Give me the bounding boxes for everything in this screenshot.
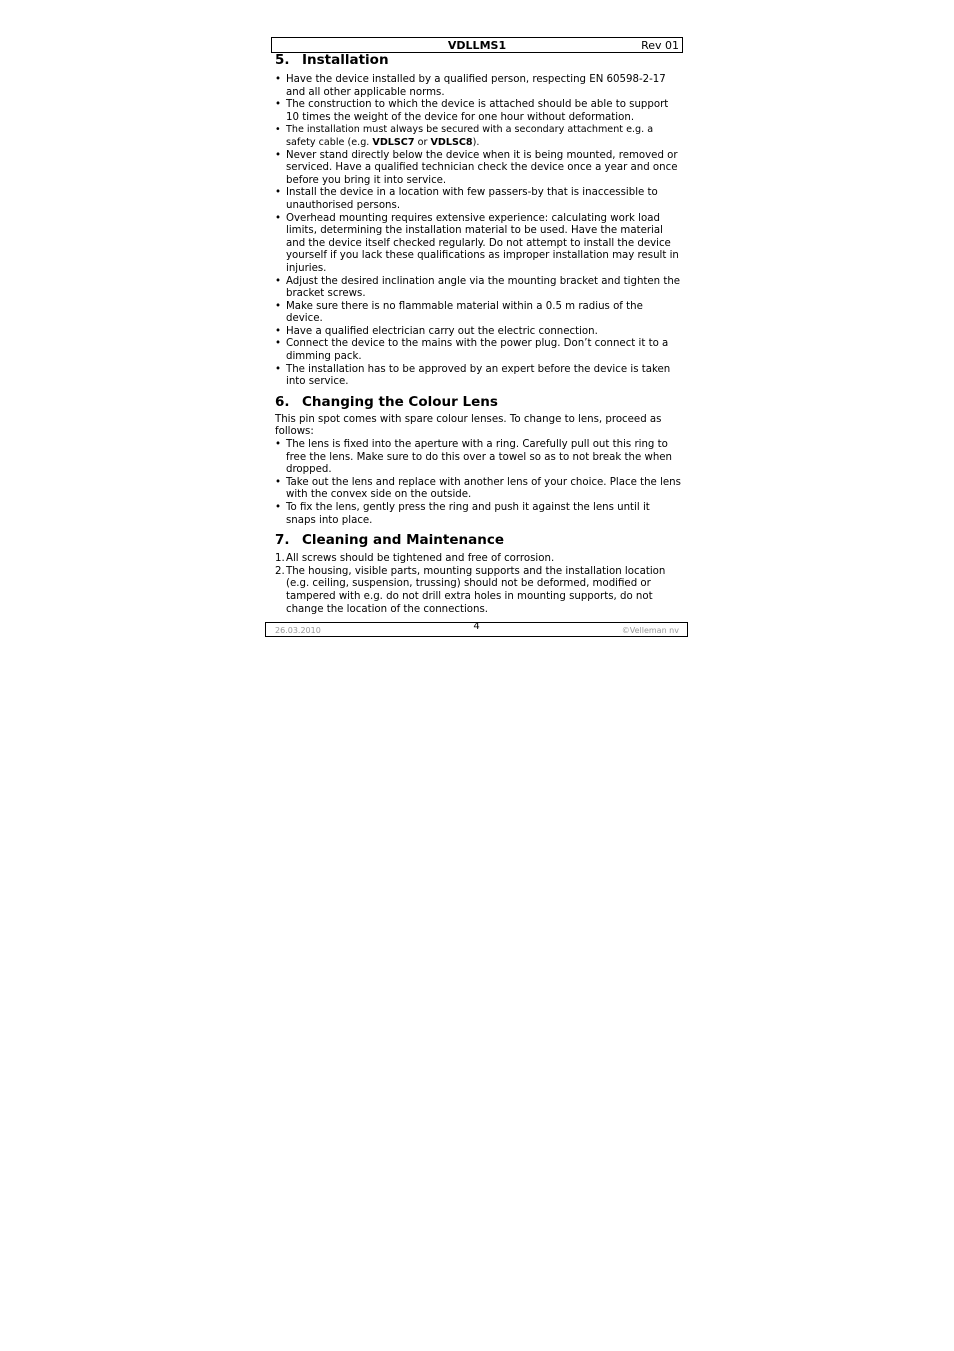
list-item: • The construction to which the device is attached should be able to support 10 times the weight of the device for one hour without deformation. xyxy=(275,99,681,124)
list-item xyxy=(275,553,681,566)
section-title: Installation xyxy=(302,52,389,68)
page-footer xyxy=(265,622,688,637)
maintenance-list xyxy=(275,553,681,616)
page-header xyxy=(271,37,683,53)
page-number: 4 xyxy=(473,621,480,632)
list-item: • Have the device installed by a qualified person, respecting EN 60598-2-17 and all other applicable norms. xyxy=(275,74,681,99)
footer-copyright: ©Velleman nv xyxy=(621,626,679,635)
item-text: or xyxy=(414,136,431,148)
section-title: Cleaning and Maintenance xyxy=(302,532,504,549)
lens-steps-list xyxy=(275,439,681,527)
section-heading-installation xyxy=(275,52,681,69)
section-title: Changing the Colour Lens xyxy=(302,393,498,410)
page-content xyxy=(275,52,681,616)
list-item: • Make sure there is no flammable material within a 0.5 m radius of the device. xyxy=(275,301,681,326)
model-number: VDLLMS1 xyxy=(447,39,507,52)
list-item: • The lens is fixed into the aperture with a ring. Carefully pull out this ring to free the lens. Make sure to do this over a towel so as to not break the when dropped. xyxy=(275,439,681,477)
list-item: • To fix the lens, gently press the ring and push it against the lens until it snaps into place. xyxy=(275,502,681,527)
section-number: 5. xyxy=(275,52,290,68)
list-item: • Install the device in a location with few passers-by that is inaccessible to unauthorised persons. xyxy=(275,187,681,212)
list-item xyxy=(275,124,681,149)
list-item: • Adjust the desired inclination angle via the mounting bracket and tighten the bracket screws. xyxy=(275,276,681,301)
item-number: 1. xyxy=(275,553,285,565)
list-item: • Have a qualified electrician carry out the electric connection. xyxy=(275,326,681,339)
list-item: • Take out the lens and replace with another lens of your choice. Place the lens with the convex side on the outside. xyxy=(275,477,681,502)
section-heading-cleaning xyxy=(275,532,681,549)
product-code: VDLSC7 xyxy=(372,136,415,148)
item-text: The installation must always be secured with a secondary attachment e.g. a safety cable (e.g. xyxy=(286,124,654,148)
item-text: ). xyxy=(472,136,480,148)
item-text: All screws should be tightened and free of corrosion. xyxy=(286,553,555,565)
installation-list xyxy=(275,74,681,389)
list-item: • Overhead mounting requires extensive experience: calculating work load limits, determining the installation material to be used. Have the material and the device itself checked regularly. Do not attempt to install the device yourself if you lack these qualifications as improper installation may result in injuries. xyxy=(275,213,681,276)
section-heading-colour-lens xyxy=(275,394,681,411)
footer-date: 26.03.2010 xyxy=(275,626,321,635)
section-number: 6. xyxy=(275,393,290,410)
list-item: • The installation has to be approved by an expert before the device is taken into service. xyxy=(275,364,681,389)
item-text: The housing, visible parts, mounting supports and the installation location (e.g. ceiling, suspension, trussing) should not be deformed, modified or tampered with e.g. do not drill extra holes in mounting supports, do not change the location of the connections. xyxy=(286,565,666,615)
item-number: 2. xyxy=(275,565,285,577)
list-item xyxy=(275,566,681,616)
list-item: • Connect the device to the mains with the power plug. Don’t connect it to a dimming pack. xyxy=(275,338,681,363)
section-number: 7. xyxy=(275,532,290,549)
revision-label: Rev 01 xyxy=(641,39,679,52)
list-item: • Never stand directly below the device when it is being mounted, removed or serviced. Have a qualified technician check the device once a year and once before you bring it into service. xyxy=(275,150,681,188)
product-code: VDLSC8 xyxy=(430,136,473,148)
section-intro: This pin spot comes with spare colour lenses. To change to lens, proceed as follows: xyxy=(275,413,662,438)
